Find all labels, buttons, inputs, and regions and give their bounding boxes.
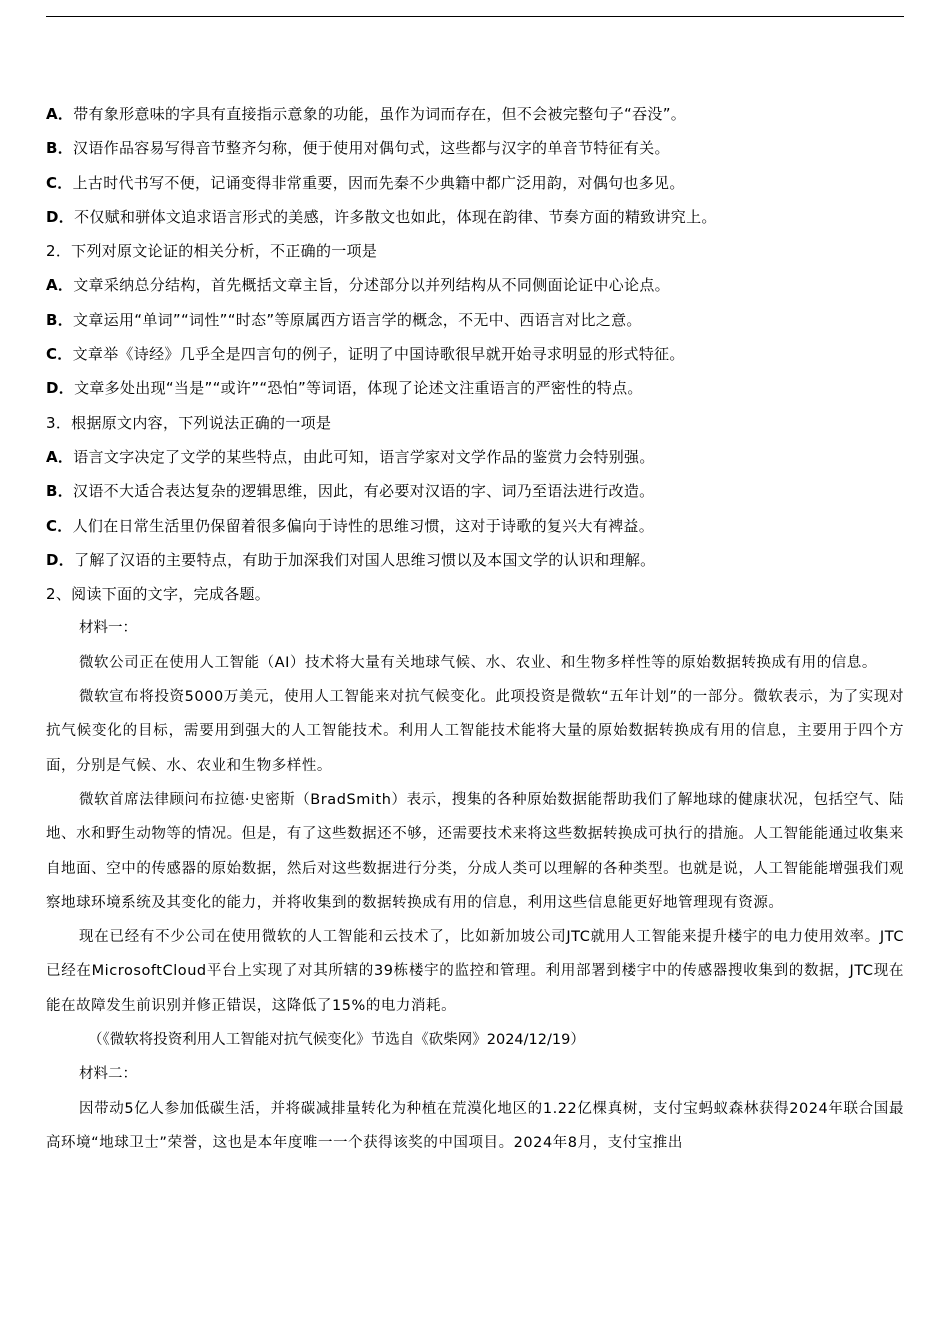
q3-option-a: A．语言文字决定了文学的某些特点，由此可知，语言学家对文学作品的鉴赏力会特别强。 <box>46 447 655 466</box>
q2-option-c: C．文章举《诗经》几乎全是四言句的例子，证明了中国诗歌很早就开始寻求明显的形式特征。 <box>46 345 685 364</box>
q3-stem: 3．根据原文内容，下列说法正确的一项是 <box>46 413 332 432</box>
q2-option-b: B．文章运用“单词”“词性”“时态”等原属西方语言学的概念，不无中、西语言对比之意。 <box>46 310 642 329</box>
q1-options <box>46 97 904 234</box>
material-1-paragraph-3: 微软首席法律顾问布拉德·史密斯（BradSmith）表示，搜集的各种原始数据能帮助我们了解地球的健康状况，包括空气、陆地、水和野生动物等的情况。但是，有了这些数据还不够，还需要技术来将这些数据转换成可执行的措施。人工智能能通过收集来自地面、空中的传感器的原始数据，然后对这些数据进行分类，分成人类可以理解的各种类型。也就是说，人工智能能增强我们观察地球环境系统及其变化的能力，并将收集到的数据转换成有用的信息，利用这些信息能更好地管理现有资源。 <box>46 791 904 911</box>
q2-stem: 2．下列对原文论证的相关分析，不正确的一项是 <box>46 242 378 261</box>
material-1-paragraph-1: 微软公司正在使用人工智能（AI）技术将大量有关地球气候、水、农业、和生物多样性等的原始数据转换成有用的信息。 <box>79 654 877 671</box>
q1-option-b: B．汉语作品容易写得音节整齐匀称，便于使用对偶句式，这些都与汉字的单音节特征有关。 <box>46 139 670 158</box>
question-3 <box>46 406 904 577</box>
document-body <box>46 97 904 1160</box>
material-1-source: （《微软将投资利用人工智能对抗气候变化》节选自《砍柴网》2024/12/19） <box>88 1032 585 1049</box>
q3-option-b: B．汉语不大适合表达复杂的逻辑思维，因此，有必要对汉语的字、词乃至语法进行改造。 <box>46 482 655 501</box>
q1-option-c: C．上古时代书写不便，记诵变得非常重要，因而先秦不少典籍中都广泛用韵，对偶句也多见。 <box>46 173 685 192</box>
material-1-label: 材料一： <box>79 620 137 637</box>
reading-section <box>46 577 904 1160</box>
material-2-paragraph-1: 因带动5亿人参加低碳生活，并将碳减排量转化为种植在荒漠化地区的1.22亿棵真树，支付宝蚂蚁森林获得2024年联合国最高环境“地球卫士”荣誉，这也是本年度唯一一个获得该奖的中国项目。2024年8月，支付宝推出 <box>46 1100 904 1151</box>
material-1-paragraph-4: 现在已经有不少公司在使用微软的人工智能和云技术了，比如新加坡公司JTC就用人工智能来提升楼宇的电力使用效率。JTC已经在MicrosoftCloud平台上实现了对其所辖的39栋楼宇的监控和管理。利用部署到楼宇中的传感器搜收集到的数据，JTC现在能在故障发生前识别并修正错误，这降低了15%的电力消耗。 <box>46 929 904 1014</box>
question-2 <box>46 234 904 405</box>
section-heading: 2、阅读下面的文字，完成各题。 <box>46 585 271 604</box>
q2-option-a: A．文章采纳总分结构，首先概括文章主旨，分述部分以并列结构从不同侧面论证中心论点。 <box>46 276 670 295</box>
q2-option-d: D．文章多处出现“当是”“或许”“恐怕”等词语，体现了论述文注重语言的严密性的特点。 <box>46 379 643 398</box>
q3-option-d: D．了解了汉语的主要特点，有助于加深我们对国人思维习惯以及本国文学的认识和理解。 <box>46 550 656 569</box>
material-2-label: 材料二： <box>79 1066 137 1083</box>
header-rule <box>46 16 904 17</box>
material-1-paragraph-2: 微软宣布将投资5000万美元，使用人工智能来对抗气候变化。此项投资是微软“五年计划”的一部分。微软表示，为了实现对抗气候变化的目标，需要用到强大的人工智能技术。利用人工智能技术能将大量的原始数据转换成有用的信息，主要用于四个方面，分别是气候、水、农业和生物多样性。 <box>46 689 904 774</box>
q1-option-d: D．不仅赋和骈体文追求语言形式的美感，许多散文也如此，体现在韵律、节奏方面的精致讲究上。 <box>46 207 717 226</box>
q3-option-c: C．人们在日常生活里仍保留着很多偏向于诗性的思维习惯，这对于诗歌的复兴大有裨益。 <box>46 516 655 535</box>
q1-option-a: A．带有象形意味的字具有直接指示意象的功能，虽作为词而存在，但不会被完整句子“吞没”。 <box>46 105 687 123</box>
